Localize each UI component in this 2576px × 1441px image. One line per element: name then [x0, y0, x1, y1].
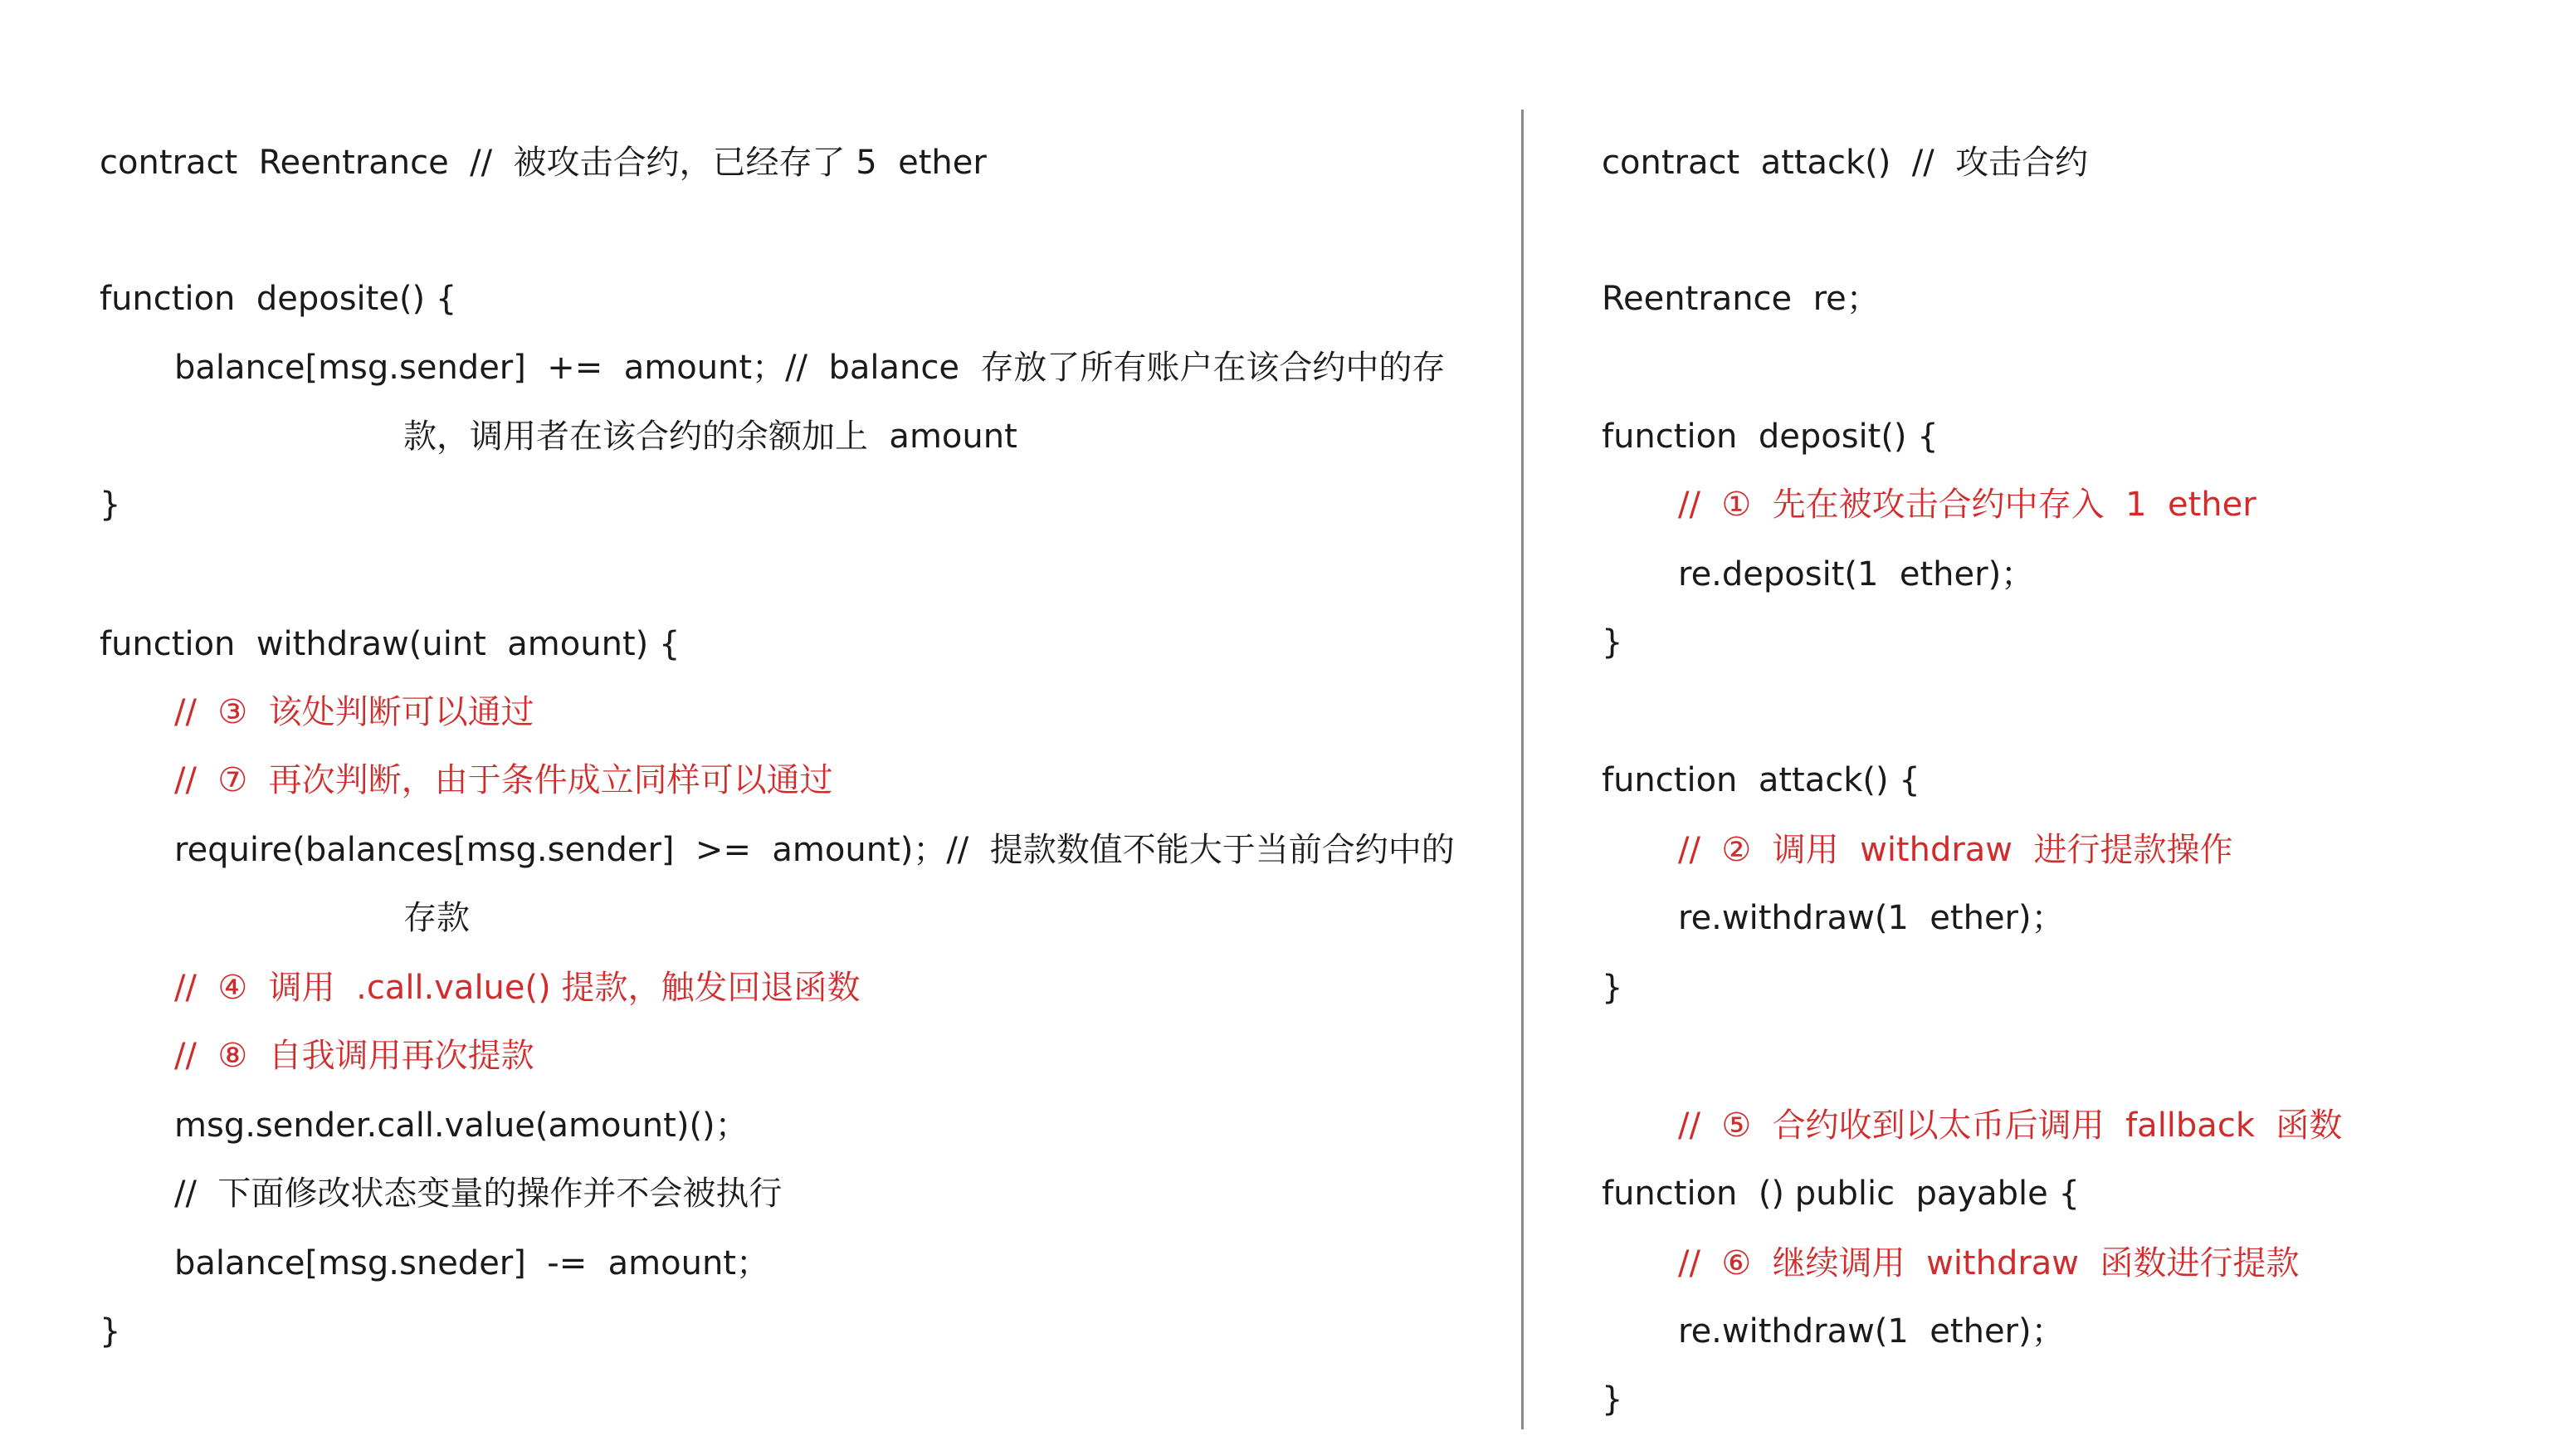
right-line-fallback-signature: function () public payable { [1602, 1175, 2080, 1213]
left-line-call-value: msg.sender.call.value(amount)()； [174, 1106, 749, 1145]
left-line-require-cont: 存款 [403, 899, 470, 937]
left-line-contract-header: contract Reentrance // 被攻击合约，已经存了 5 ether [100, 144, 987, 182]
right-line-attack-close: } [1602, 969, 1623, 1007]
right-comment-step-6: // ⑥ 继续调用 withdraw 函数进行提款 [1678, 1244, 2300, 1282]
right-line-attack-signature: function attack() { [1602, 761, 1920, 799]
right-line-reentrance-var: Reentrance re； [1602, 280, 1880, 318]
left-line-balance-add: balance[msg.sender] += amount；// balance 存放了所有账户在该合约中的存 [174, 349, 1446, 387]
right-comment-step-5: // ⑤ 合约收到以太币后调用 fallback 函数 [1678, 1106, 2343, 1145]
left-comment-step-4: // ④ 调用 .call.value() 提款，触发回退函数 [174, 969, 861, 1007]
right-comment-step-2: // ② 调用 withdraw 进行提款操作 [1678, 831, 2233, 869]
left-line-balance-add-cont: 款，调用者在该合约的余额加上 amount [403, 418, 1017, 456]
left-comment-step-3: // ③ 该处判断可以通过 [174, 693, 534, 731]
right-line-contract-header: contract attack() // 攻击合约 [1602, 144, 2089, 182]
right-line-re-withdraw-1: re.withdraw(1 ether)； [1678, 899, 2065, 937]
right-line-re-deposit: re.deposit(1 ether)； [1678, 555, 2035, 593]
left-line-deposite-signature: function deposite() { [100, 280, 457, 318]
left-line-balance-subtract: balance[msg.sneder] -= amount； [174, 1244, 769, 1282]
left-comment-state-not-updated: // 下面修改状态变量的操作并不会被执行 [174, 1175, 783, 1213]
right-line-deposit-signature: function deposit() { [1602, 418, 1939, 456]
right-line-fallback-close: } [1602, 1380, 1623, 1419]
column-divider [1521, 110, 1524, 1429]
left-comment-step-7: // ⑦ 再次判断，由于条件成立同样可以通过 [174, 761, 833, 799]
right-comment-step-1: // ① 先在被攻击合约中存入 1 ether [1678, 486, 2256, 524]
left-line-withdraw-signature: function withdraw(uint amount) { [100, 625, 681, 663]
left-comment-step-8: // ⑧ 自我调用再次提款 [174, 1037, 534, 1075]
right-line-re-withdraw-2: re.withdraw(1 ether)； [1678, 1312, 2065, 1351]
right-line-deposit-close: } [1602, 623, 1623, 662]
left-line-require: require(balances[msg.sender] >= amount)；// 提款数值不能大于当前合约中的 [174, 831, 1455, 869]
left-line-deposite-close: } [100, 486, 121, 524]
left-line-withdraw-close: } [100, 1312, 121, 1351]
